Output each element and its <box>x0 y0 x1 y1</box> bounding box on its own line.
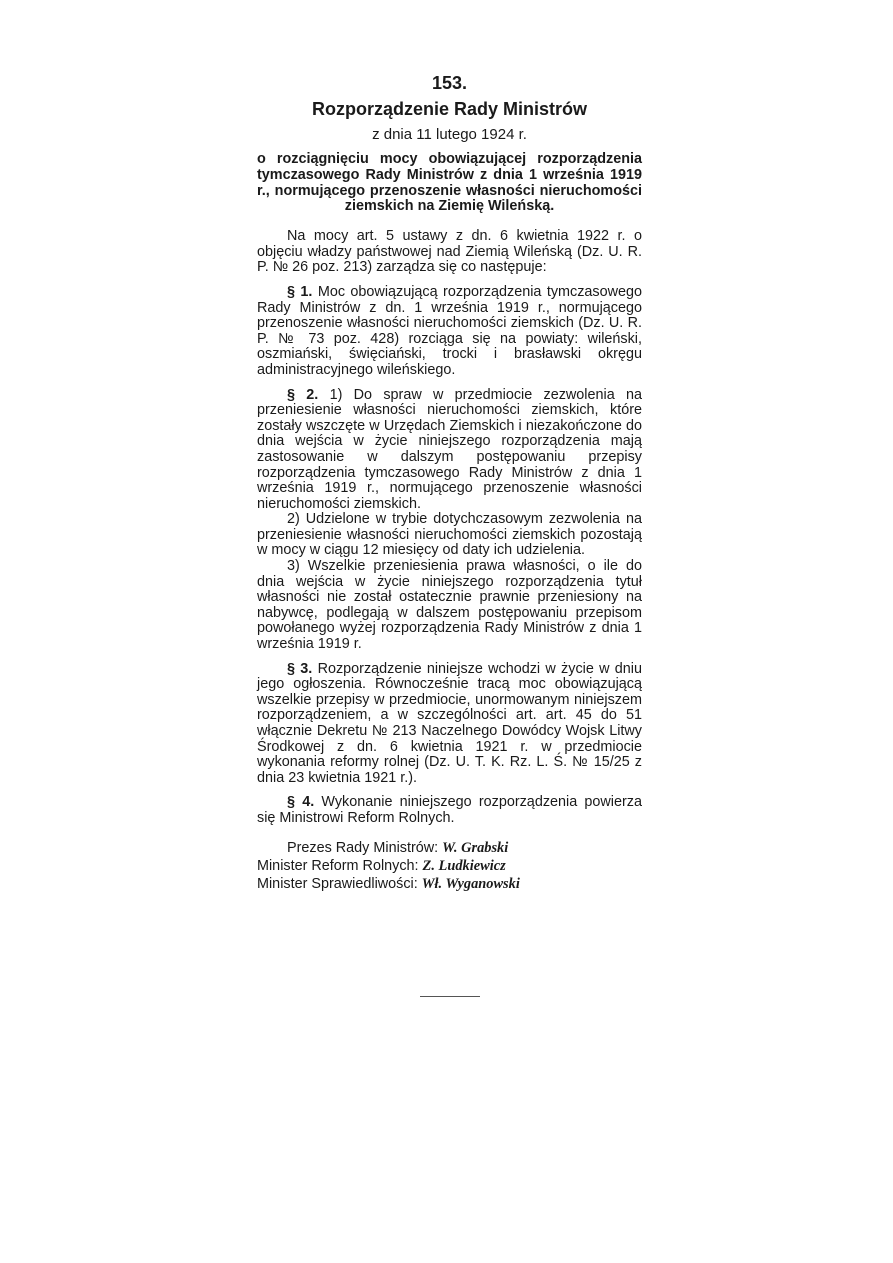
signature-name: W. Grabski <box>442 839 509 856</box>
section-4-label: § 4. <box>287 794 315 811</box>
section-1-text: Moc obowiązującą rozporządzenia tymczasowego Rady Ministrów z dn. 1 września 1919 r., normującego przenoszenie własności nieruchomości ziemskich (Dz. U. R. P. № 73 poz. 428) rozciąga się na powiaty: wileński, oszmiański, święciański, trocki i brasławski okręgu administracyjnego wileńskiego. <box>257 283 642 378</box>
document-page <box>257 72 642 893</box>
signature-role: Minister Reform Rolnych: <box>257 857 419 874</box>
preamble: Na mocy art. 5 ustawy z dn. 6 kwietnia 1922 r. o objęciu władzy państwowej nad Ziemią Wileńską (Dz. U. R. P. № 26 poz. 213) zarządza się co następuje: <box>257 228 642 276</box>
section-2-text-1: 1) Do spraw w przedmiocie zezwolenia na przeniesienie własności nieruchomości ziemskich, które zostały wszczęte w Urzędach Ziemskich i niezakończone do dnia wejścia w życie niniejszego rozporządzenia mają zastosowanie w dalszym postępowaniu przepisy rozporządzenia tymczasowego Rady Ministrów z dnia 1 września 1919 r., normującego przenoszenie własności nieruchomości ziemskich. <box>257 386 642 512</box>
section-4-text: Wykonanie niniejszego rozporządzenia powierza się Ministrowi Reform Rolnych. <box>257 794 642 826</box>
section-3-text: Rozporządzenie niniejsze wchodzi w życie w dniu jego ogłoszenia. Równocześnie tracą moc obowiązującą wszelkie przepisy w przedmiocie, unormowanym niniejszem rozporządzeniem, a w szczególności art. art. 45 do 51 włącznie Dekretu № 213 Naczelnego Dowódcy Wojsk Litwy Środkowej z dn. 6 kwietnia 1921 r. w przedmiocie wykonania reformy rolnej (Dz. U. T. K. Rz. L. Ś. № 15/25 z dnia 23 kwietnia 1921 r.). <box>257 660 643 786</box>
section-2-item-2: 2) Udzielone w trybie dotychczasowym zezwolenia na przeniesienie własności nieruchomości ziemskich pozostają w mocy w ciągu 12 miesięcy od daty ich udzielenia. <box>257 511 642 559</box>
section-3-label: § 3. <box>287 660 313 677</box>
closing-rule <box>420 996 480 997</box>
signature-role: Minister Sprawiedliwości: <box>257 875 418 892</box>
section-4 <box>257 795 642 826</box>
signature-name: Z. Ludkiewicz <box>422 857 506 874</box>
document-number: 153. <box>431 73 468 93</box>
section-1 <box>257 285 642 379</box>
section-2-item-1 <box>257 388 642 513</box>
section-2-item-3: 3) Wszelkie przeniesienia prawa własności, o ile do dnia wejścia w życie niniejszego rozporządzenia tytuł własności nie został ostatecznie prawnie przeniesiony na nabywcę, podlegają w dalszem postępowaniu przepisom powołanego wyżej rozporządzenia Rady Ministrów z dnia 1 września 1919 r. <box>257 558 642 653</box>
section-3 <box>257 662 642 787</box>
signature-line <box>257 839 642 857</box>
signature-name: Wł. Wyganowski <box>421 875 520 892</box>
section-1-label: § 1. <box>287 283 313 300</box>
signatures <box>257 839 642 893</box>
signature-role: Prezes Rady Ministrów: <box>287 839 439 856</box>
section-2-label: § 2. <box>287 386 319 403</box>
document-subject: o rozciągnięciu mocy obowiązującej rozporządzenia tymczasowego Rady Ministrów z dnia 1 września 1919 r., normującego przenoszenie własności nieruchomości ziemskich na Ziemię Wileńską. <box>257 151 642 215</box>
document-title: Rozporządzenie Rady Ministrów <box>311 99 588 119</box>
signature-line <box>257 857 642 875</box>
document-date: z dnia 11 lutego 1924 r. <box>372 126 527 143</box>
signature-line <box>257 875 642 893</box>
